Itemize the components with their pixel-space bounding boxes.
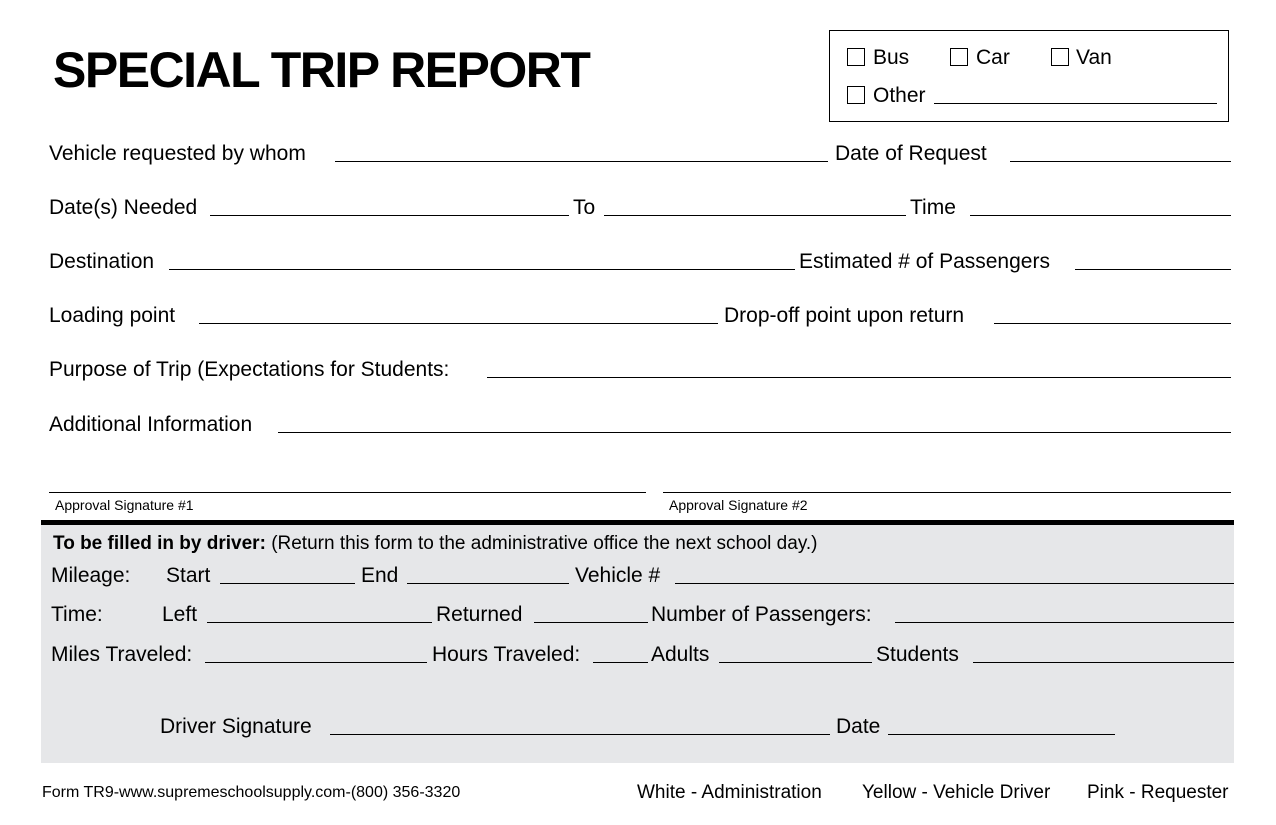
mileage-label: Mileage: [51,564,131,587]
driver-heading-note: (Return this form to the administrative office the next school day.) [271,533,818,554]
approval-signature-1-field[interactable] [49,492,646,493]
miles-traveled-label: Miles Traveled: [51,643,193,666]
copy-white: White - Administration [637,782,822,803]
time-driver-label: Time: [51,603,103,626]
start-label: Start [166,564,211,587]
loading-point-label: Loading point [49,304,176,327]
requested-by-field[interactable] [335,161,828,162]
additional-info-field[interactable] [278,432,1231,433]
destination-field[interactable] [169,269,795,270]
to-field[interactable] [604,215,906,216]
dates-needed-label: Date(s) Needed [49,196,198,219]
vehicle-no-label: Vehicle # [575,564,661,587]
hours-traveled-field[interactable] [593,662,648,663]
page-title: SPECIAL TRIP REPORT [53,42,590,98]
copy-yellow: Yellow - Vehicle Driver [862,782,1051,803]
driver-date-label: Date [836,715,881,738]
copy-pink: Pink - Requester [1087,782,1229,803]
adults-field[interactable] [719,662,872,663]
driver-signature-field[interactable] [330,734,830,735]
approval-signature-2-field[interactable] [663,492,1231,493]
students-field[interactable] [973,662,1234,663]
bus-label: Bus [873,46,910,69]
returned-label: Returned [436,603,523,626]
dates-needed-field[interactable] [210,215,569,216]
destination-label: Destination [49,250,155,273]
van-checkbox[interactable] [1051,48,1069,66]
time-label: Time [910,196,956,219]
hours-traveled-label: Hours Traveled: [432,643,581,666]
driver-signature-label: Driver Signature [160,715,312,738]
num-passengers-field[interactable] [895,622,1234,623]
miles-traveled-field[interactable] [205,662,427,663]
other-checkbox[interactable] [847,86,865,104]
additional-info-label: Additional Information [49,413,253,436]
approval-signature-1-label: Approval Signature #1 [55,497,194,513]
form-info: Form TR9-www.supremeschoolsupply.com-(800) 356-3320 [42,784,461,801]
returned-field[interactable] [534,622,648,623]
driver-heading [53,533,818,555]
other-label: Other [873,84,926,107]
date-of-request-field[interactable] [1010,161,1231,162]
left-label: Left [162,603,198,626]
dropoff-label: Drop-off point upon return [724,304,965,327]
left-field[interactable] [207,622,432,623]
driver-heading-bold: To be filled in by driver: [53,533,266,554]
time-field[interactable] [970,215,1231,216]
end-label: End [361,564,399,587]
num-passengers-label: Number of Passengers: [651,603,872,626]
other-field[interactable] [934,103,1217,104]
adults-label: Adults [651,643,710,666]
to-label: To [573,196,596,219]
end-field[interactable] [407,583,569,584]
requested-by-label: Vehicle requested by whom [49,142,306,165]
date-of-request-label: Date of Request [835,142,987,165]
purpose-field[interactable] [487,377,1231,378]
start-field[interactable] [220,583,355,584]
est-passengers-field[interactable] [1075,269,1231,270]
students-label: Students [876,643,959,666]
vehicle-no-field[interactable] [675,583,1234,584]
vehicle-type-box [829,30,1229,122]
driver-date-field[interactable] [888,734,1115,735]
dropoff-field[interactable] [994,323,1231,324]
car-checkbox[interactable] [950,48,968,66]
loading-point-field[interactable] [199,323,718,324]
bus-checkbox[interactable] [847,48,865,66]
van-label: Van [1076,46,1112,69]
car-label: Car [976,46,1010,69]
purpose-label: Purpose of Trip (Expectations for Students: [49,358,450,381]
est-passengers-label: Estimated # of Passengers [799,250,1050,273]
approval-signature-2-label: Approval Signature #2 [669,497,808,513]
